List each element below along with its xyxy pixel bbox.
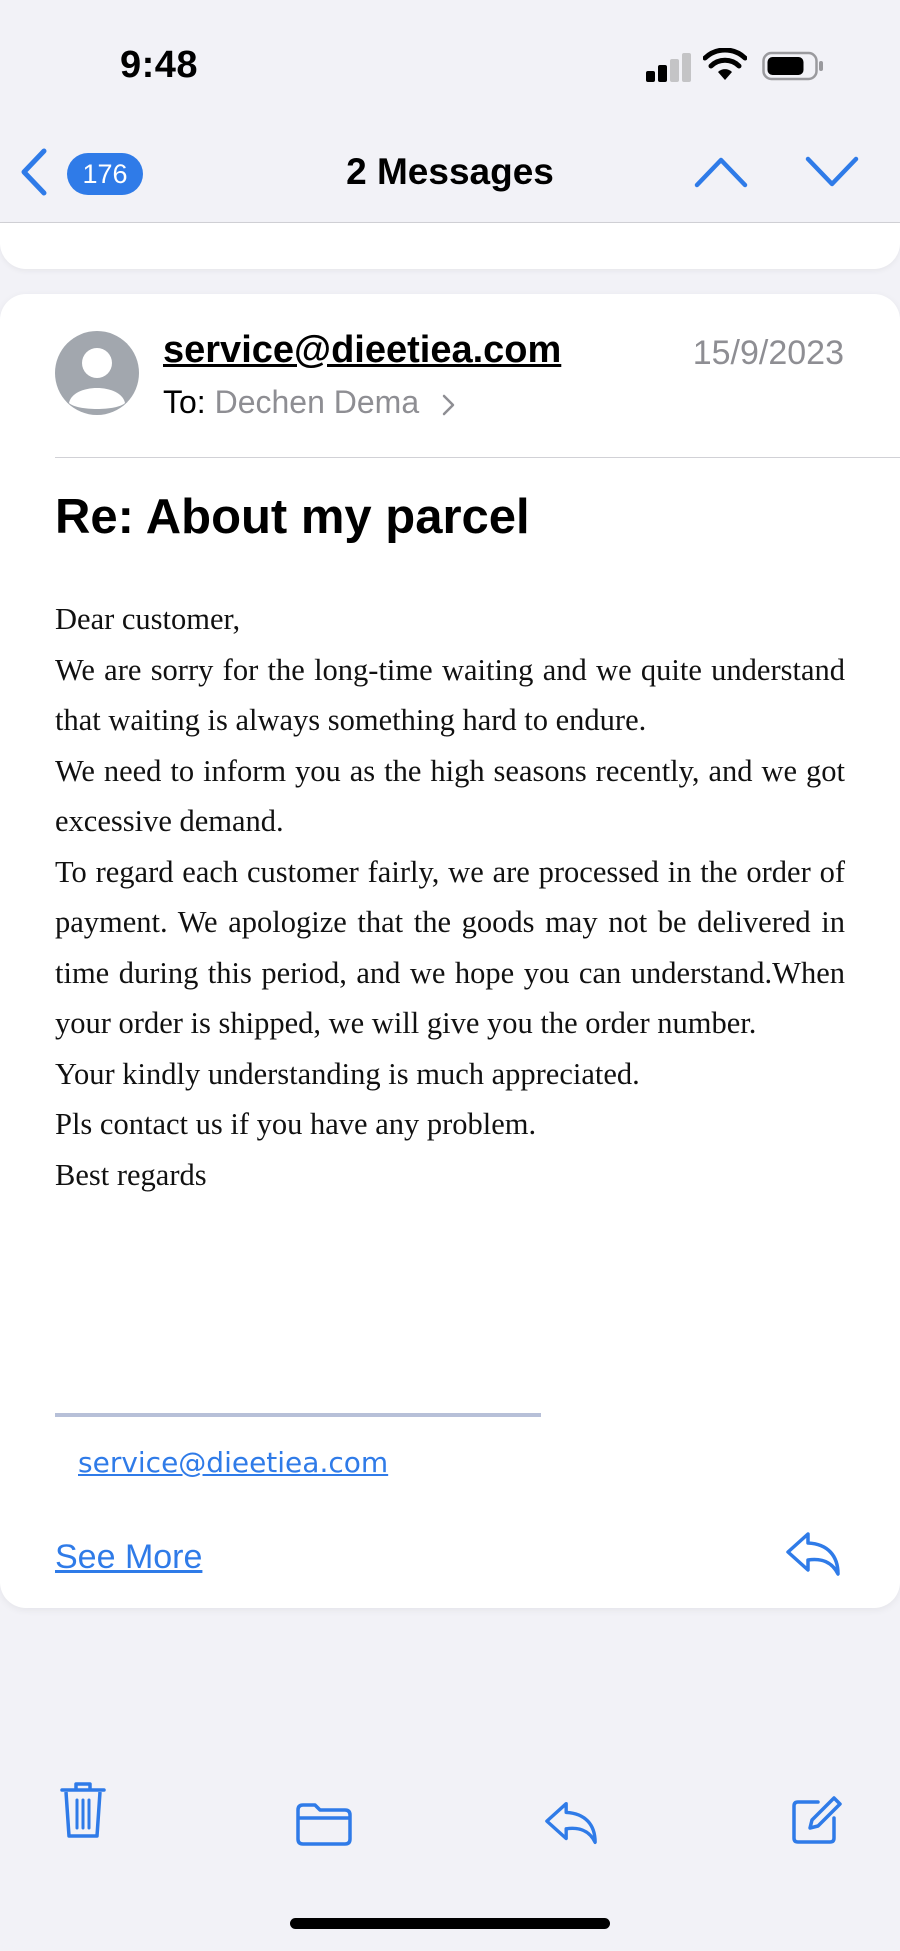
mailbox-count-badge[interactable]: 176 bbox=[67, 153, 143, 195]
recipient-name[interactable]: Dechen Dema bbox=[214, 384, 420, 420]
body-paragraph: Dear customer, bbox=[55, 602, 241, 636]
trash-icon[interactable] bbox=[58, 1780, 108, 1840]
chevron-up-icon[interactable] bbox=[694, 155, 748, 189]
body-paragraph: To regard each customer fairly, we are processed in the order of payment. We apologize that the goods may not be delivered in time during this period, and we hope you can understand.When your order is shipped, we will give you the order number. bbox=[55, 854, 845, 1040]
to-label: To: bbox=[163, 384, 206, 420]
chevron-right-icon bbox=[442, 394, 456, 416]
signature-divider bbox=[55, 1413, 541, 1417]
avatar[interactable] bbox=[55, 331, 139, 415]
status-bar bbox=[0, 0, 900, 125]
wifi-icon bbox=[703, 48, 747, 82]
chevron-down-icon[interactable] bbox=[805, 155, 859, 189]
body-paragraph: We are sorry for the long-time waiting and we quite understand that waiting is always something hard to endure. bbox=[55, 652, 845, 737]
body-paragraph: Best regards bbox=[55, 1157, 207, 1192]
message-card bbox=[0, 294, 900, 1608]
bottom-toolbar bbox=[0, 1780, 900, 1870]
message-date: 15/9/2023 bbox=[692, 334, 844, 372]
header-divider bbox=[55, 457, 900, 458]
body-paragraph: We need to inform you as the high seasons recently, and we got excessive demand. bbox=[55, 753, 845, 838]
person-icon bbox=[55, 331, 139, 415]
signature-email-link[interactable]: service@dieetiea.com bbox=[78, 1446, 389, 1479]
reply-icon[interactable] bbox=[543, 1798, 599, 1848]
battery-icon bbox=[762, 51, 824, 81]
cellular-signal-icon bbox=[646, 52, 692, 82]
previous-message-card[interactable] bbox=[0, 223, 900, 269]
message-subject: Re: About my parcel bbox=[55, 490, 530, 544]
home-indicator bbox=[290, 1918, 610, 1929]
body-paragraph: Pls contact us if you have any problem. bbox=[55, 1107, 537, 1141]
folder-icon[interactable] bbox=[295, 1802, 353, 1846]
see-more-link[interactable]: See More bbox=[55, 1538, 203, 1576]
body-paragraph: Your kindly understanding is much appreciated. bbox=[55, 1056, 640, 1091]
sender-address[interactable]: service@dieetiea.com bbox=[163, 329, 562, 371]
recipient-line[interactable] bbox=[163, 384, 456, 421]
message-body bbox=[55, 594, 845, 1200]
navigation-bar bbox=[0, 125, 900, 223]
page-title: 2 Messages bbox=[346, 151, 554, 192]
reply-icon[interactable] bbox=[784, 1530, 842, 1578]
status-time: 9:48 bbox=[120, 44, 199, 86]
compose-icon[interactable] bbox=[790, 1794, 842, 1846]
